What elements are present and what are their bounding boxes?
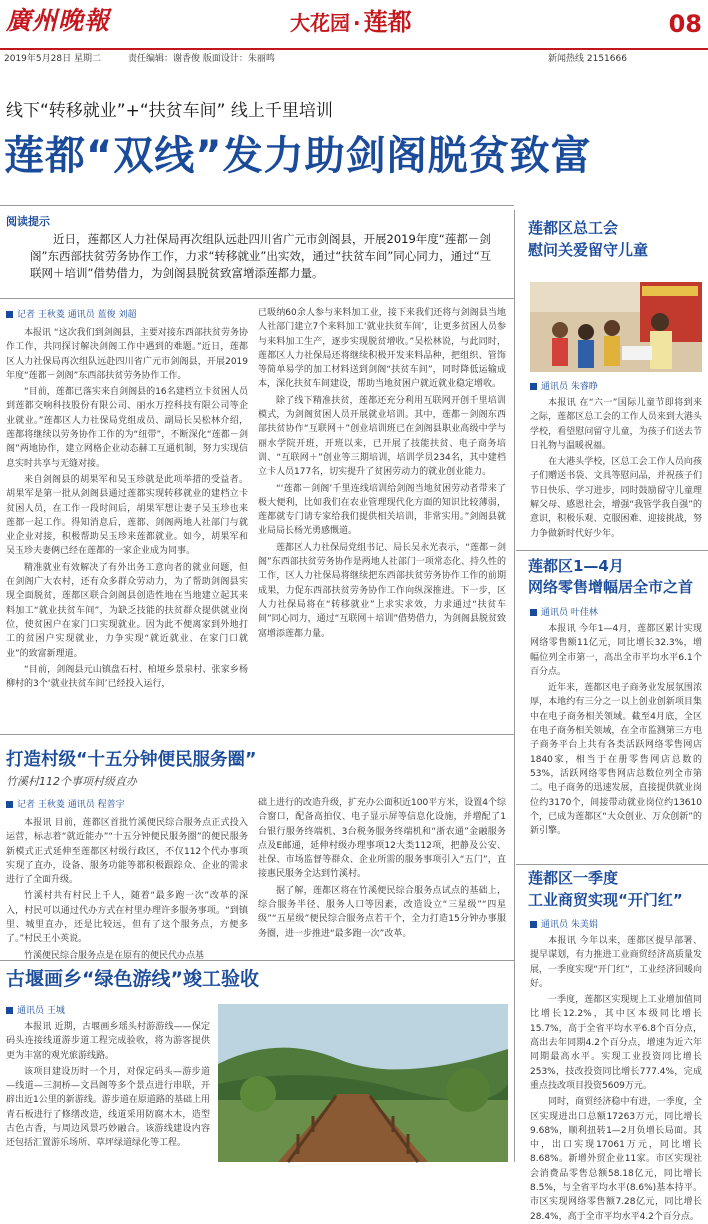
right2-body <box>530 622 702 860</box>
byline-square-icon <box>6 311 13 318</box>
divider <box>0 298 514 299</box>
paragraph: 竹溪便民综合服务点是在原有的便民代办点基 <box>24 950 205 961</box>
issue-info-bar <box>0 48 708 70</box>
paragraph: “目前，剑阁县元山镇盘石村、柏垭乡景泉村、张家乡杨柳村的3个‘就业扶贫车间’已经投入运行， <box>6 664 248 690</box>
page-number: 08 <box>668 10 702 38</box>
byline-square-icon <box>6 801 13 808</box>
story2-column-2 <box>258 796 506 954</box>
story3-byline: 通讯员 王城 <box>6 1004 65 1018</box>
paragraph: “‘莲都－剑阁’千里连线培训给剑阁当地贫困劳动者带来了极大便利，比如我们在农业管理现代化方面的知识比较薄弱，莲都就专门请专家给我们提供相关培训，非常实用。”剑阁县就业局局长杨光勇感慨道。 <box>258 483 506 537</box>
right2-headline-1: 莲都区1—4月 <box>528 557 624 575</box>
section-left: 大花园 <box>290 11 350 35</box>
paragraph: 本报讯 今年1—4月，莲都区累计实现网络零售额11亿元，同比增长32.3%，增幅位列全市第一，高出全市平均水平6.1个百分点。 <box>530 624 702 677</box>
newspaper-logo: 廣州晚報 <box>6 6 111 35</box>
paragraph: 近年来，莲都区电子商务业发展氛围浓厚，本地约有三分之一以上创业创新项目集中在电子商务相关领域。截至4月底，全区在电子商务相关领域，在全市监测第三方电子商务平台上共有各类活跃网络零售网店1840家，相当于在册零售网店总数的53%，活跃网络零售网店总数位列全市第二。电子商务的迅速发展，直接提供就业岗位约3170个，间接带动就业岗位约13610个，已成为莲都区“大众创业、万众创新”的新引擎。 <box>530 683 702 837</box>
issue-date: 2019年5月28日 星期二 <box>4 54 101 64</box>
paragraph: 莲都区人力社保局党组书记、局长吴永光表示，“莲都－剑阁”东西部扶贫劳务协作是两地人社部门一项常态化、持久性的工作，区人力社保局将继续把东西部扶贫劳务协作工作的前期成果，力促东西部扶贫劳务协作工作向纵深推进。下一步，区人力社保局将在“转移就业”上求实求效，力求通过“扶贫车间”同心同力，通过“互联网＋培训”借势借力，为剑阁县脱贫致富增添莲都力量。 <box>258 542 506 639</box>
byline-square-icon <box>6 1007 13 1014</box>
byline-square-icon <box>530 609 537 616</box>
main-column-1 <box>6 326 248 718</box>
story3-headline: 古堰画乡“绿色游线”竣工验收 <box>6 968 259 990</box>
story2-byline: 记者 王秋菱 通讯员 程普宇 <box>6 798 125 812</box>
paragraph: 本报讯 在“六一”国际儿童节即将到来之际，莲都区总工会的工作人员来到大港头学校，看望慰问留守儿童，为孩子们送去节日礼物与温暖祝福。 <box>530 398 702 451</box>
main-column-2 <box>258 306 506 718</box>
main-byline: 记者 王秋菱 通讯员 蓝俊 刘超 <box>6 308 136 322</box>
boardwalk-photo <box>218 1004 508 1162</box>
lead-paragraph: 近日，莲都区人力社保局再次组队远赴四川省广元市剑阁县，开展2019年度“莲都－剑阁”东西部扶贫劳务协作工作，力求“转移就业”出实效，通过“扶贫车间”同心同力，通过“互联网＋培训”借势借力，为剑阁县脱贫致富增添莲都力量。 <box>30 232 492 280</box>
divider <box>516 864 708 865</box>
paragraph: “目前，莲都已落实来自剑阁县的16名建档立卡贫困人员到莲都交响科技股份有限公司、丽水万控科技有限公司等企业就业。”莲都区人力社保局党组成员、副局长吴松林介绍，莲都将继续以劳务协作工作的为“纽带”，不断深化“莲都－剑阁”两地协作，建立网格企业动态赫工互通机制，努力实现信息实时共享与无缝对接。 <box>6 387 248 469</box>
paragraph: 该项目建设历时一个月，对保定码头—游步道—线道—三洞桥—文昌阁等多个景点进行串联，开辟出近1公里的新游线。游步道在原道路的基础上用青石板进行了修缮改造，线道采用防腐木木，造型古色古香，与周边风景巧妙融合。该游线建设内容还包括汇置游乐场所、草坪绿道绿化等工程。 <box>6 1066 210 1149</box>
paragraph: 同时，商贸经济稳中有进，一季度，全区实现进出口总额17263万元，同比增长9.68%，顺利扭转1—2月负增长局面。其中，出口实现17061万元，同比增长8.68%。新增外贸企业11家。市区实现社会消费品零售总额58.18亿元，同比增长8.5%，与全省平均水平(8.6%)基本持平。市区实现网络零售额7.28亿元，同比增长28.4%，高于全市平均水平4.2个百分点。 <box>530 1097 702 1222</box>
divider <box>516 550 708 551</box>
paragraph: 本报讯 近期，古堰画乡瑶头村游游线——保定码头连接线道游步道工程完成验收，将为游客提供更为丰富的观光旅游线路。 <box>6 1022 210 1061</box>
story2-column-1 <box>6 816 248 961</box>
right1-headline-1: 莲都区总工会 <box>528 219 619 237</box>
paragraph: 本报讯 今年以来，莲都区提早部署、提早谋划，有力推进工业商贸经济高质量发展，一季度实现“开门红”，工业经济回暖向好。 <box>530 936 702 989</box>
main-headline: 莲都“双线”发力助剑阁脱贫致富 <box>4 133 592 179</box>
right1-headline-2: 慰问关爱留守儿童 <box>528 241 649 259</box>
paragraph: 精准就业有效解决了有外出务工意向者的就业问题，但在剑阁广大农村，还有众多群众劳动力，为了帮助剑阁县实现全面脱贫，莲都区联合剑阁县创造性地在当地建立起其来料加工“就业扶贫车间”，为缺乏技能的扶贫群众提供就业岗位，使贫困户在家门口实现就业。因为此不便离家到外地打工的贫困户实现就业，力争实现“就近就业、在家门口就业”的致富新理道。 <box>6 562 248 659</box>
right2-headline-2: 网络零售增幅居全市之首 <box>528 578 694 596</box>
paragraph: 本报讯 “这次我们到剑阁县，主要对接东西部扶贫劳务协作工作，共同探讨解决剑阁工作中遇到的难题。”近日，莲都区人力社保局再次组队远赴四川省广元市剑阁县，开展2019年度“莲都－剑阁”东西部扶贫劳务协作工作。 <box>6 328 248 381</box>
paragraph: 据了解，莲都区将在竹溪便民综合服务点试点的基础上，综合服务半径、服务人口等因素，改造设立“三星级”“四星级”“五星级”便民综合服务点若干个，全力打造15分钟办事服务圈，进一步推进“最多跑一次”改革。 <box>258 885 506 939</box>
right3-headline-1: 莲都区一季度 <box>528 869 619 887</box>
paragraph: 础上进行的改造升级，扩充办公面积近100平方米，设置4个综合窗口，配备高拍仪、电子显示屏等信息化设施，并増配了1台银行服务终端机、3台税务服务终端机和“浙农通”金融服务点及E邮通，延伸村级办理事项12大类112项，把静及公安、社保、市场监督等群众、企业所需的服务事项引入“五门”，直接惠民服务全达到竹溪村。 <box>258 798 506 880</box>
paragraph: 来自剑阁县的胡果军和吴玉珍就是此项举措的受益者。胡果军是第一批从剑阁县通过莲都实现转移就业的建档立卡贫困人员，在工作一段时间后，胡果军想让妻子吴玉珍也来莲都一起工作。得知消息后，莲都、剑阁两地人社部门与就业企业对接，积极帮助吴玉珍来莲都就业。如今，胡果军和吴玉珍夫妻俩已经在莲都的一家企业成为同事。 <box>6 474 248 557</box>
story2-headline: 打造村级“十五分钟便民服务圈” <box>6 750 257 770</box>
paragraph: 竹溪村共有村民上千人，随着“最多跑一次”改革的深入，村民可以通过代办方式在村里办理许多服务事项。“到镇里、城里直办，还是比较远，但有了这个服务点，方便多了。”村民王小英说。 <box>6 891 248 945</box>
lead-label: 阅读提示 <box>6 215 50 228</box>
main-kicker: 线下“转移就业”+“扶贫车间” 线上千里培训 <box>6 101 333 121</box>
paragraph: 一季度，莲都区实现规上工业增加值同比增长12.2%，其中区本级同比增长15.7%，高于全省平均水平6.8个百分点，高出去年同期4.2个百分点，增速为近六年同期最高水平。实现工业投资同比增长253%，技改投资同比增长777.4%，完成重点技改项目投资5609万元。 <box>530 995 702 1091</box>
right1-body <box>530 396 702 544</box>
paragraph: 在大港头学校，区总工会工作人员向孩子们赠送书袋、文具等慰问品，并祝孩子们节日快乐、学习进步，同时鼓励留守儿童理解父母、感恩社会，增强“我管学我自强”的意识，积极乐观、克服困难、迎接挑战，努力争做新时代好少年。 <box>530 457 702 539</box>
paragraph: 已吸纳60余人参与来料加工业，接下来我们还将与剑阁县当地人社部门建立7个来料加工‘就业扶贫车间’，让更多贫困人员参与来料加工生产，逐步实现脱贫增收。”吴松林说，与此同时，莲都区人力社保局还将继续积极开发来料品种，把组织、管饰等简单易学的加工材料送到剑阁“扶贫车间”，同时降低运输成本，深化扶贫车间建设，帮助当地贫困户就近就业稳定增收。 <box>258 308 506 390</box>
section-right: 莲都 <box>363 7 412 36</box>
right3-headline-2: 工业商贸实现“开门红” <box>528 891 683 909</box>
news-hotline: 新闻热线 2151666 <box>548 54 627 64</box>
right3-body <box>530 934 702 1222</box>
right2-byline: 通讯员 叶佳林 <box>530 606 598 620</box>
paragraph: 除了线下精准扶贫，莲都还充分利用互联网开创千里培训模式，为剑阁贫困人员开展就业培训。其中，莲都－剑阁东西部扶贫协作“互联网＋”创业培训班已在剑阁县职业高级中学与丽水学院开班，开班以来，已开展了技能扶贫、电子商务培训、“互联网＋”创业等三期培训，培训学员234名，其中建档立卡人员177名，切实提升了贫困劳动力的就业创业能力。 <box>258 395 506 478</box>
divider <box>0 734 514 735</box>
byline-square-icon <box>530 921 537 928</box>
story3-body <box>6 1020 210 1158</box>
byline-square-icon <box>530 383 537 390</box>
right1-byline: 通讯员 朱睿睁 <box>530 380 598 394</box>
divider <box>0 960 514 961</box>
story2-deck: 竹溪村112个事项村级直办 <box>6 775 137 788</box>
paragraph: 本报讯 目前，莲都区首批竹溪便民综合服务点正式投入运营，标志着“就近能办”“十五分钟便民服务圈”的便民服务新模式正式延伸至莲都区村级行政区，不仅112个代办事项实现了直办，设备、服务功能等都积极跟踪众、企业的需求进行了全面升级。 <box>6 818 248 886</box>
divider <box>0 205 514 206</box>
children-event-photo <box>530 282 702 372</box>
right3-byline: 通讯员 朱美娟 <box>530 918 598 932</box>
editor-credits: 责任编辑：谢香俊 版面设计：朱丽鸣 <box>128 54 275 64</box>
section-title: 大花园 · 莲都 <box>290 7 412 36</box>
column-divider <box>514 210 515 1162</box>
